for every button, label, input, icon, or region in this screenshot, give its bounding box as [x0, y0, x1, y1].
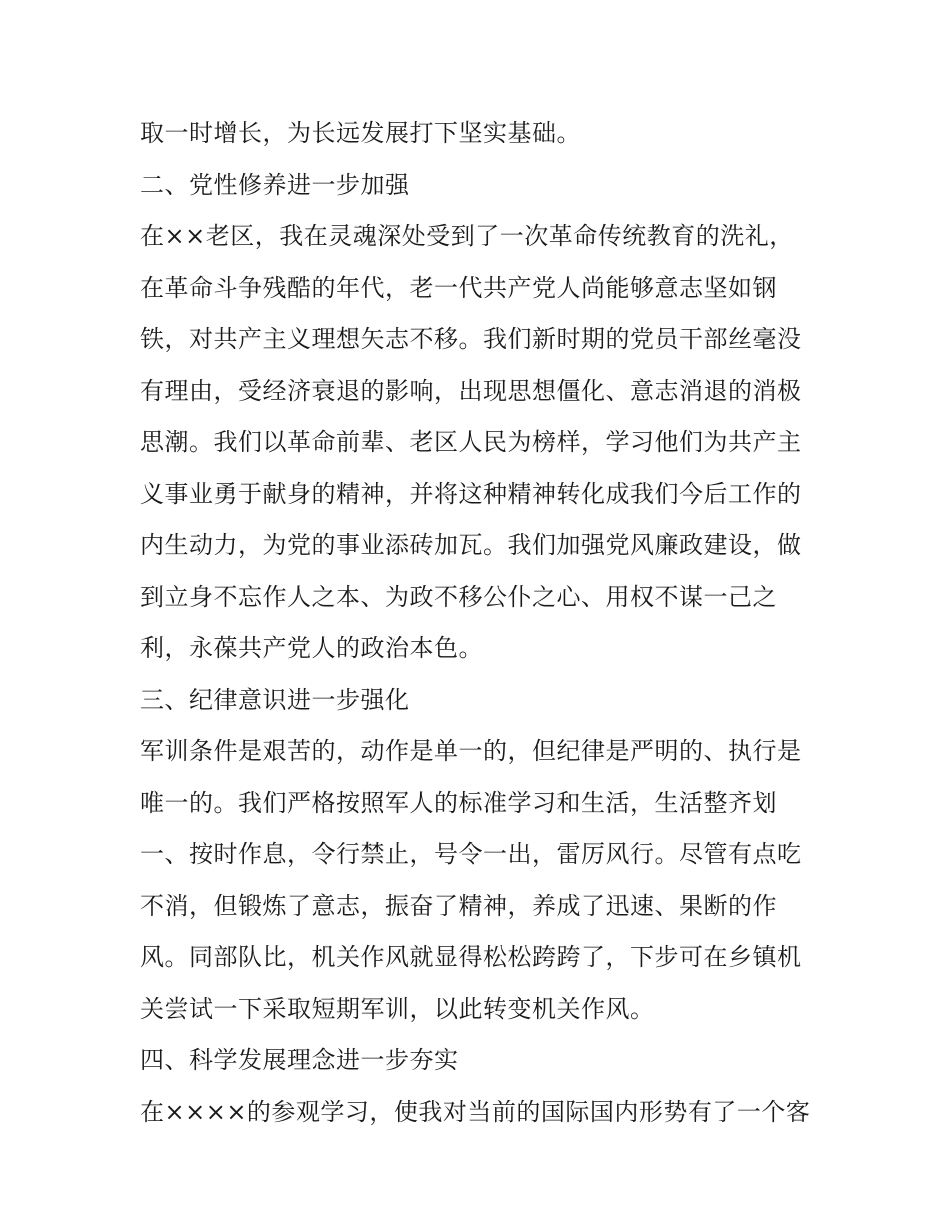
paragraph-line: 风。同部队比，机关作风就显得松松跨跨了，下步可在乡镇机 — [140, 943, 802, 971]
section-heading: 二、党性修养进一步加强 — [140, 170, 410, 199]
paragraph-line: 取一时增长，为长远发展打下坚实基础。 — [140, 119, 581, 147]
section-heading: 四、科学发展理念进一步夯实 — [140, 1046, 459, 1074]
paragraph-line: 一、按时作息，令行禁止，号令一出，雷厉风行。尽管有点吃 — [140, 840, 802, 868]
paragraph-line: 义事业勇于献身的精神，并将这种精神转化成我们今后工作的 — [140, 479, 802, 508]
paragraph-line: 关尝试一下采取短期军训，以此转变机关作风。 — [140, 994, 655, 1023]
paragraph-line: 在××老区，我在灵魂深处受到了一次革命传统教育的洗礼， — [140, 222, 794, 250]
paragraph-line: 在××××的参观学习，使我对当前的国际国内形势有了一个客 — [140, 1097, 811, 1126]
paragraph-line: 军训条件是艰苦的，动作是单一的，但纪律是严明的、执行是 — [140, 737, 802, 765]
paragraph-line: 思潮。我们以革命前辈、老区人民为榜样，学习他们为共产主 — [140, 428, 802, 456]
paragraph-line: 铁，对共产主义理想矢志不移。我们新时期的党员干部丝毫没 — [140, 325, 802, 353]
paragraph-line: 有理由，受经济衰退的影响，出现思想僵化、意志消退的消极 — [140, 376, 802, 405]
paragraph-line: 在革命斗争残酷的年代，老一代共产党人尚能够意志坚如钢 — [140, 273, 777, 302]
paragraph-line: 到立身不忘作人之本、为政不移公仆之心、用权不谋一己之 — [140, 582, 777, 611]
paragraph-line: 内生动力，为党的事业添砖加瓦。我们加强党风廉政建设，做 — [140, 531, 802, 559]
section-heading: 三、纪律意识进一步强化 — [140, 685, 410, 714]
paragraph-line: 不消，但锻炼了意志，振奋了精神，养成了迅速、果断的作 — [140, 891, 777, 920]
document-body — [140, 108, 820, 1138]
paragraph-line: 利，永葆共产党人的政治本色。 — [140, 634, 483, 662]
paragraph-line: 唯一的。我们严格按照军人的标准学习和生活，生活整齐划 — [140, 788, 777, 817]
